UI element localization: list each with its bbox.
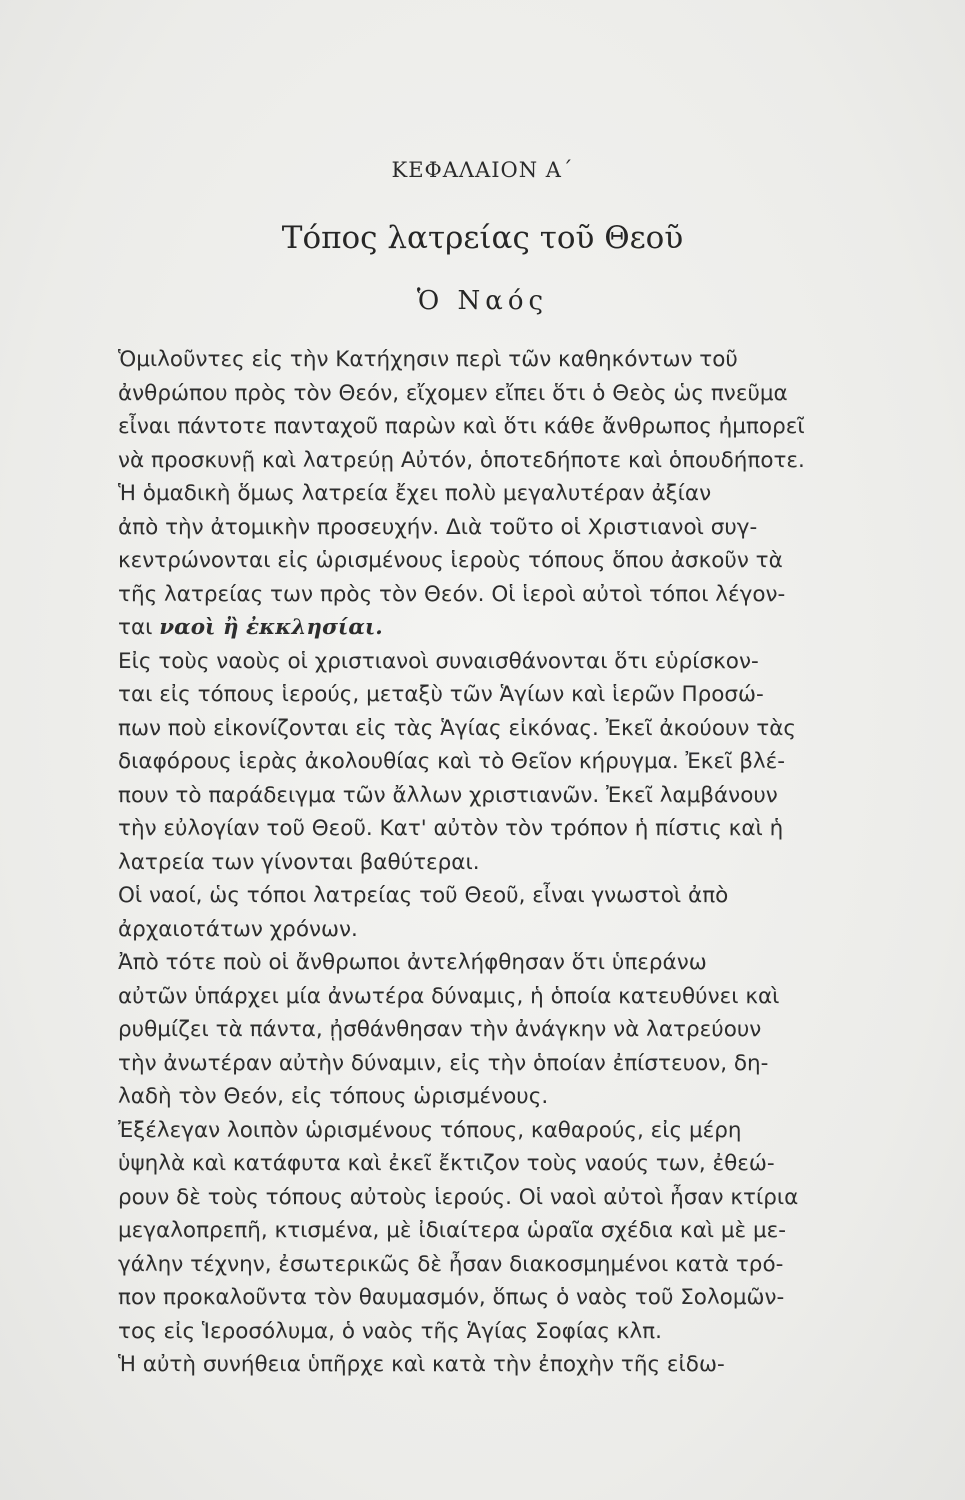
text-line: Οἱ ναοί, ὡς τόποι λατρείας τοῦ Θεοῦ, εἶναι γνωστοὶ ἀπὸ: [118, 883, 729, 908]
text-line: γάλην τέχνην, ἐσωτερικῶς δὲ ἦσαν διακοσμημένοι κατὰ τρό-: [118, 1251, 784, 1277]
text-line: διαφόρους ἱερὰς ἀκολουθίας καὶ τὸ Θεῖον κήρυγμα. Ἐκεῖ βλέ-: [118, 749, 786, 774]
text-line: ται εἰς τόπους ἱερούς, μεταξὺ τῶν Ἁγίων καὶ ἱερῶν Προσώ-: [118, 682, 764, 707]
text-line: τῆς λατρείας των πρὸς τὸν Θεόν. Οἱ ἱεροὶ αὐτοὶ τόποι λέγον-: [118, 581, 786, 607]
text-line: ἀνθρώπου πρὸς τὸν Θεόν, εἴχομεν εἴπει ὅτι ὁ Θεὸς ὡς πνεῦμα: [118, 380, 788, 406]
text-line: ρυθμίζει τὰ πάντα, ᾐσθάνθησαν τὴν ἀνάγκην νὰ λατρεύουν: [118, 1017, 762, 1042]
chapter-label: ΚΕΦΑΛΑΙΟΝ Α΄: [391, 158, 574, 182]
text-line: Ἡ ὁμαδικὴ ὅμως λατρεία ἔχει πολὺ μεγαλυτέραν ἀξίαν: [118, 481, 712, 506]
text-line: τος εἰς Ἱεροσόλυμα, ὁ ναὸς τῆς Ἁγίας Σοφίας κλπ.: [118, 1318, 662, 1344]
text-line: μεγαλοπρεπῆ, κτισμένα, μὲ ἰδιαίτερα ὡραῖα σχέδια καὶ μὲ με-: [118, 1218, 787, 1243]
emphasis-term: ναοὶ ἢ ἐκκλησίαι.: [159, 615, 383, 640]
text-line: ἀπὸ τὴν ἀτομικὴν προσευχήν. Διὰ τοῦτο οἱ Χριστιανοὶ συγ-: [118, 514, 758, 540]
text-line: Ἡ αὐτὴ συνήθεια ὑπῆρχε καὶ κατὰ τὴν ἐποχὴν τῆς εἰδω-: [118, 1352, 725, 1377]
text-line: Εἰς τοὺς ναοὺς οἱ χριστιανοὶ συναισθάνονται ὅτι εὑρίσκον-: [118, 648, 759, 674]
body-text: [118, 343, 960, 1382]
text-line: πων ποὺ εἰκονίζονται εἰς τὰς Ἁγίας εἰκόνας. Ἐκεῖ ἀκούουν τὰς: [118, 715, 796, 741]
text-line: Ἐξέλεγαν λοιπὸν ὡρισμένους τόπους, καθαρούς, εἰς μέρη: [118, 1117, 742, 1143]
text-line: αὐτῶν ὑπάρχει μία ἀνωτέρα δύναμις, ἡ ὁποία κατευθύνει καὶ: [118, 983, 780, 1009]
text-line: Ἀπὸ τότε ποὺ οἱ ἄνθρωποι ἀντελήφθησαν ὅτι ὑπεράνω: [118, 950, 707, 975]
text-line: τὴν εὐλογίαν τοῦ Θεοῦ. Κατ' αὐτὸν τὸν τρόπον ἡ πίστις καὶ ἡ: [118, 816, 784, 841]
text-line-start: ται: [118, 615, 153, 640]
text-line: ἀρχαιοτάτων χρόνων.: [118, 916, 358, 942]
text-line: εἶναι πάντοτε πανταχοῦ παρὼν καὶ ὅτι κάθε ἄνθρωπος ἠμπορεῖ: [118, 414, 805, 439]
text-line: ρουν δὲ τοὺς τόπους αὐτοὺς ἱερούς. Οἱ ναοὶ αὐτοὶ ἦσαν κτίρια: [118, 1184, 799, 1210]
text-line-with-emphasis: [118, 611, 960, 645]
text-line: νὰ προσκυνῇ καὶ λατρεύῃ Αὐτόν, ὁποτεδήποτε καὶ ὁπουδήποτε.: [118, 447, 805, 473]
text-line: Ὁμιλοῦντες εἰς τὴν Κατήχησιν περὶ τῶν καθηκόντων τοῦ: [118, 347, 738, 372]
text-line: κεντρώνονται εἰς ὡρισμένους ἱεροὺς τόπους ὅπου ἀσκοῦν τὰ: [118, 548, 783, 573]
text-line: ὑψηλὰ καὶ κατάφυτα καὶ ἐκεῖ ἔκτιζον τοὺς ναούς των, ἐθεώ-: [118, 1151, 775, 1176]
section-title: Ὁ Ναός: [416, 286, 549, 316]
text-line: λαδὴ τὸν Θεόν, εἰς τόπους ὡρισμένους.: [118, 1084, 549, 1109]
text-line: πουν τὸ παράδειγμα τῶν ἄλλων χριστιανῶν. Ἐκεῖ λαμβάνουν: [118, 782, 778, 808]
chapter-title: Τόπος λατρείας τοῦ Θεοῦ: [281, 220, 684, 256]
text-line: πον προκαλοῦντα τὸν θαυμασμόν, ὅπως ὁ ναὸς τοῦ Σολομῶν-: [118, 1285, 785, 1310]
text-line: λατρεία των γίνονται βαθύτεραι.: [118, 849, 480, 875]
text-line: τὴν ἀνωτέραν αὐτὴν δύναμιν, εἰς τὴν ὁποίαν ἐπίστευον, δη-: [118, 1050, 769, 1076]
